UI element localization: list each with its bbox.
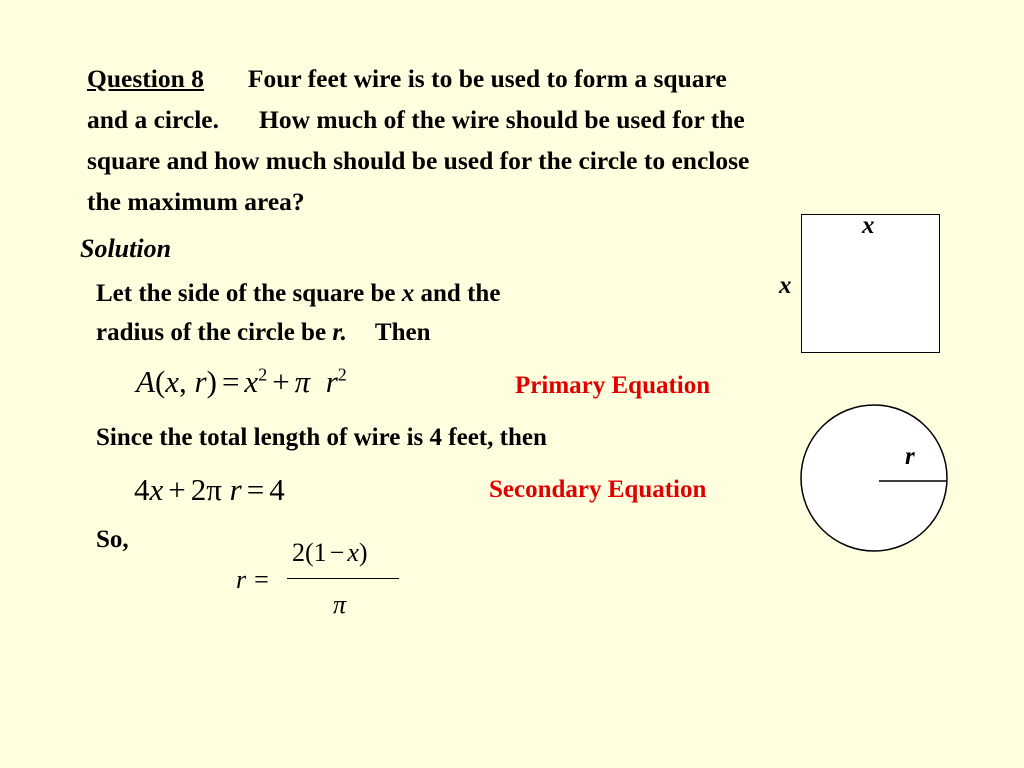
radius-r: r. [332, 319, 347, 346]
question-line-4: the maximum area? [87, 187, 305, 216]
eq-x: x [165, 364, 180, 399]
square-top-label: x [862, 212, 875, 239]
eq-A: A [136, 364, 155, 399]
radius-text-a: radius of the circle be [96, 319, 333, 346]
primary-equation-label: Primary Equation [515, 372, 711, 399]
eq-pi: π [294, 364, 311, 399]
eq-x-squared: x [244, 364, 259, 399]
eq-equals: = [221, 364, 240, 399]
eq2-four: 4 [134, 472, 150, 507]
question-text-1: Four feet wire is to be used to form a square [247, 64, 727, 93]
frac-r: r [236, 565, 247, 594]
frac-equals: = [254, 565, 269, 594]
radius-line [96, 319, 431, 347]
eq-paren-open: ( [154, 364, 166, 399]
eq2-x: x [149, 472, 164, 507]
frac-num-a: 2(1 [292, 538, 327, 567]
eq-plus: + [272, 364, 290, 399]
let-line [96, 280, 500, 308]
frac-num-minus: − [329, 538, 345, 567]
question-line-3: square and how much should be used for the circle to enclose [87, 146, 750, 175]
question-label: Question 8 [87, 64, 204, 93]
frac-num-close: ) [358, 538, 368, 567]
eq-paren-close: ) [206, 364, 217, 399]
eq2-r: r [229, 472, 242, 507]
eq2-two-pi: 2π [190, 472, 222, 507]
fraction-denominator [333, 590, 346, 620]
eq-r-squared: r [325, 364, 338, 399]
fraction-lhs [236, 565, 269, 595]
eq2-rhs: 4 [269, 472, 285, 507]
circle-diagram [798, 402, 950, 554]
question-line-2 [87, 99, 745, 140]
eq-exp-1: 2 [258, 364, 268, 385]
secondary-equation [134, 472, 285, 508]
radius-then: Then [374, 319, 431, 346]
since-line: Since the total length of wire is 4 feet, then [96, 424, 547, 451]
let-text-b: and the [414, 280, 501, 307]
eq2-plus: + [168, 472, 186, 507]
solution-heading: Solution [80, 234, 172, 263]
let-text-a: Let the side of the square be [96, 280, 402, 307]
question-text-2a: and a circle. [87, 105, 219, 134]
frac-num-x: x [347, 538, 359, 567]
eq2-equals: = [246, 472, 265, 507]
frac-den-pi: π [333, 590, 347, 619]
eq-r: r [194, 364, 207, 399]
circle-shape [801, 405, 947, 551]
secondary-equation-label: Secondary Equation [489, 476, 707, 503]
fraction-bar [287, 578, 399, 579]
question-line-1 [87, 58, 727, 99]
eq-exp-2: 2 [337, 364, 347, 385]
fraction-numerator [292, 538, 368, 568]
square-side-label: x [779, 272, 792, 299]
circle-radius-label: r [905, 443, 915, 470]
primary-equation [136, 364, 347, 400]
question-text-2b: How much of the wire should be used for the [258, 105, 745, 134]
let-x: x [401, 280, 415, 307]
so-text: So, [96, 526, 129, 553]
eq-comma: , [179, 364, 187, 399]
